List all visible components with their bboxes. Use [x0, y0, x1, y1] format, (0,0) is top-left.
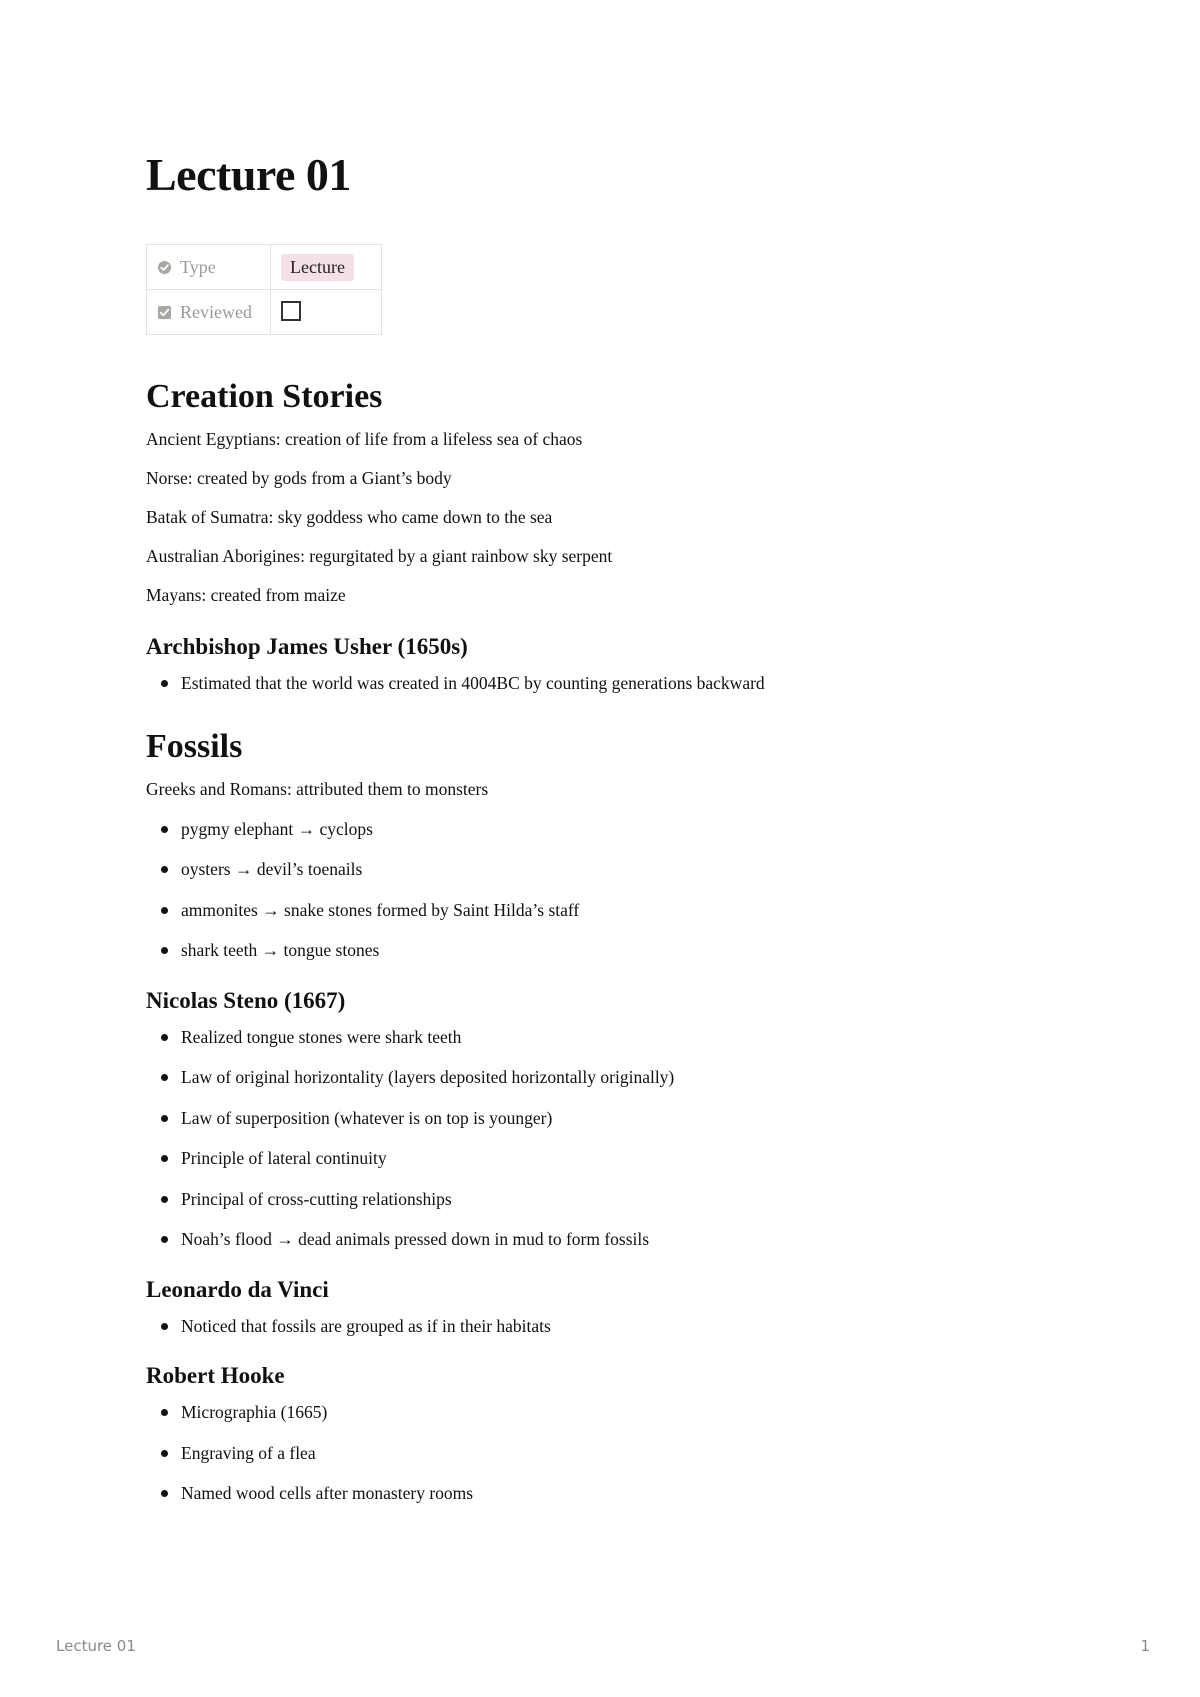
list-item: ammonites → snake stones formed by Saint Hilda’s staff	[181, 890, 1066, 931]
property-label-type: Type	[180, 256, 216, 277]
heading-da-vinci: Leonardo da Vinci	[146, 1276, 329, 1302]
list-item: Named wood cells after monastery rooms	[181, 1473, 1066, 1514]
heading-hooke: Robert Hooke	[146, 1363, 285, 1388]
property-value-type[interactable]	[271, 245, 382, 290]
page-title: Lecture 01	[146, 149, 351, 200]
heading-steno: Nicolas Steno (1667)	[146, 987, 346, 1013]
bullet-list-hooke	[146, 1392, 1066, 1514]
document-body	[146, 376, 1066, 1514]
paragraph: Ancient Egyptians: creation of life from a lifeless sea of chaos	[146, 429, 583, 449]
list-item: Micrographia (1665)	[181, 1392, 1066, 1433]
heading-fossils: Fossils	[146, 727, 243, 765]
paragraph: Mayans: created from maize	[146, 585, 346, 605]
bullet-list-fossils	[146, 809, 1066, 971]
bullet-list-da-vinci	[146, 1306, 1066, 1347]
list-item: Noah’s flood → dead animals pressed down in mud to form fossils	[181, 1219, 1066, 1260]
list-item: pygmy elephant → cyclops	[181, 809, 1066, 850]
paragraph: Australian Aborigines: regurgitated by a giant rainbow sky serpent	[146, 546, 613, 566]
list-item: Engraving of a flea	[181, 1433, 1066, 1474]
property-key-reviewed	[147, 290, 271, 335]
properties-table	[146, 244, 382, 335]
list-item: Realized tongue stones were shark teeth	[181, 1017, 1066, 1058]
list-item: Principle of lateral continuity	[181, 1138, 1066, 1179]
paragraph: Norse: created by gods from a Giant’s body	[146, 468, 452, 488]
list-item: Noticed that fossils are grouped as if in their habitats	[181, 1306, 1066, 1347]
status-circle-icon	[157, 260, 172, 275]
heading-usher: Archbishop James Usher (1650s)	[146, 634, 468, 659]
bullet-list-steno	[146, 1017, 1066, 1260]
property-label-reviewed: Reviewed	[180, 301, 252, 322]
list-item: Law of original horizontality (layers deposited horizontally originally)	[181, 1057, 1066, 1098]
property-key-type	[147, 245, 271, 290]
list-item: Law of superposition (whatever is on top is younger)	[181, 1098, 1066, 1139]
heading-creation-stories: Creation Stories	[146, 378, 383, 415]
list-item: shark teeth → tongue stones	[181, 930, 1066, 971]
paragraph: Greeks and Romans: attributed them to monsters	[146, 778, 489, 799]
checkbox-icon	[157, 305, 172, 320]
reviewed-checkbox[interactable]	[281, 301, 301, 321]
property-row-type	[147, 245, 382, 290]
list-item: oysters → devil’s toenails	[181, 849, 1066, 890]
footer-title: Lecture 01	[56, 1637, 136, 1655]
list-item: Principal of cross-cutting relationships	[181, 1179, 1066, 1220]
paragraph: Batak of Sumatra: sky goddess who came down to the sea	[146, 507, 553, 527]
property-value-reviewed[interactable]	[271, 290, 382, 335]
footer-page-number: 1	[1140, 1637, 1150, 1655]
property-row-reviewed	[147, 290, 382, 335]
type-tag[interactable]: Lecture	[281, 254, 354, 281]
bullet-list-usher	[146, 663, 1066, 704]
list-item: Estimated that the world was created in 4004BC by counting generations backward	[181, 663, 1066, 704]
